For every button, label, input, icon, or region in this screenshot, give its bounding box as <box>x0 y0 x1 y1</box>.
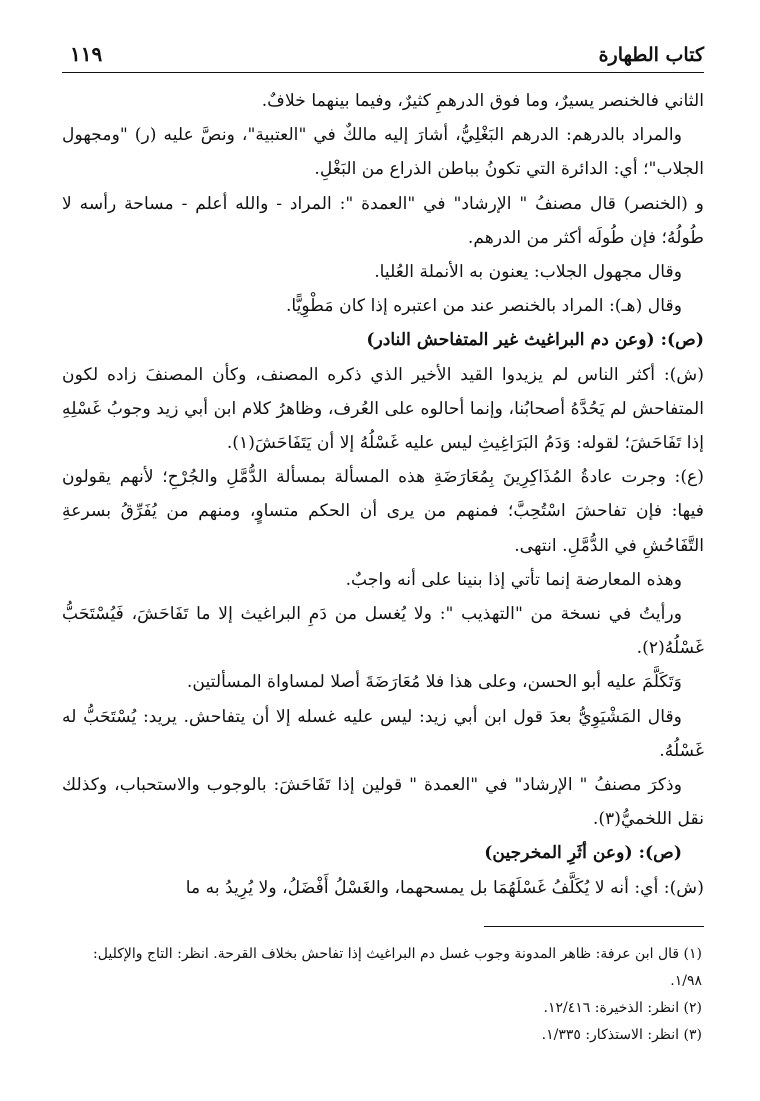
footnote: (٣) انظر: الاستذكار: ١/٣٣٥. <box>541 1027 702 1043</box>
book-page <box>62 38 704 1078</box>
matn-heading: (ص): (وعن دم البراغيث غير المتفاحش النادر) <box>366 330 704 351</box>
footnotes <box>62 926 704 1049</box>
text-paragraph: وذكرَ مصنفُ " الإرشاد" في "العمدة " قولين إذا تَفَاحَشَ: بالوجوب والاستحباب، وكذلك نقل اللخميُّ(٣). <box>62 775 704 830</box>
book-title: كتاب الطهارة <box>598 44 704 66</box>
text-paragraph: و (الخنصر) قال مصنفُ " الإرشاد" في "العمدة ": المراد - والله أعلم - مساحة رأسه لا طُولُهُ؛ فإن طُولَه أكثر من الدرهم. <box>62 193 704 248</box>
text-paragraph: الثاني فالخنصر يسيرٌ، وما فوق الدرهمِ كثيرٌ، وفيما بينهما خلافٌ. <box>261 91 704 111</box>
text-paragraph: والمراد بالدرهم: الدرهم البَغْلِيُّ، أشارَ إليه مالكٌ في "العتبية"، ونصَّ عليه (ر) "ومجهول الجلاب"؛ أي: الدائرة التي تكونُ بباطن الذراع من البَغْلِ. <box>62 125 704 180</box>
page-number: ١١٩ <box>70 42 103 66</box>
page-header <box>62 38 704 72</box>
main-text <box>62 84 704 905</box>
text-paragraph: وَتَكَلَّمَ عليه أبو الحسن، وعلى هذا فلا مُعَارَضَةَ أصلا لمساواة المسألتين. <box>186 672 682 693</box>
text-paragraph: وقال مجهول الجلاب: يعنون به الأنملة العُليا. <box>374 262 682 283</box>
header-rule <box>62 72 704 73</box>
text-paragraph: (ع): وجرت عادةُ المُذَاكِرِينَ بِمُعَارَضَةِ هذه المسألة بمسألة الدُّمَّلِ والجُرْحِ؛ لأنهم يقولون فيها: فإن تفاحشَ اسْتُحِبَّ؛ فمنهم من يرى أن الحكم متساوٍ، ومنهم من يُفَرِّقُ بسرعةِ التَّفَاحُشِ في الدُّمَّلِ. انتهى. <box>62 467 704 556</box>
footnote: (١) قال ابن عرفة: ظاهر المدونة وجوب غسل دم البراغيث إذا تفاحش بخلاف القرحة. انظر: التاج والإكليل: ١/٩٨. <box>93 946 702 989</box>
footnote: (٢) انظر: الذخيرة: ١٢/٤١٦. <box>543 1000 702 1016</box>
footnote-rule <box>484 926 704 927</box>
matn-heading: (ص): (وعن أثَرِ المخرجين) <box>484 843 682 864</box>
text-paragraph: (ش): أكثر الناس لم يزيدوا القيد الأخير الذي ذكره المصنف، وكأن المصنفَ زاده لكون المتفاحش لم يَحُدَّهُ أصحابُنا، وإنما أحالوه على العُرف، وظاهرُ كلام ابن أبي زيد وجوبُ غَسْلِهِ إذا تَفَاحَشَ؛ لقوله: وَدَمُ البَرَاغِيثِ ليس عليه غَسْلُهُ إلا أن يَتَفَاحَشَ(١). <box>62 364 704 454</box>
text-paragraph: وقال (هـ): المراد بالخنصر عند من اعتبره إذا كان مَطْوِيًّا. <box>285 296 682 317</box>
text-paragraph: وقال المَشْيَوِيُّ بعدَ قول ابن أبي زيد: ليس عليه غسله إلا أن يتفاحش. يريد: يُسْتَحَبُّ له غَسْلُهُ. <box>62 706 704 761</box>
text-paragraph: ورأيتُ في نسخة من "التهذيب ": ولا يُغسل من دَمِ البراغيث إلا ما تَفَاحَشَ، فَيُسْتَحَبُّ غَسْلُهُ(٢). <box>62 604 704 659</box>
text-paragraph: وهذه المعارضة إنما تأتي إذا بنينا على أنه واجبٌ. <box>345 569 682 590</box>
text-paragraph: (ش): أي: أنه لا يُكَلَّفُ غَسْلَهُمَا بل يمسحهما، والغَسْلُ أَفْضَلُ، ولا يُرِيدُ به ما <box>185 877 704 898</box>
